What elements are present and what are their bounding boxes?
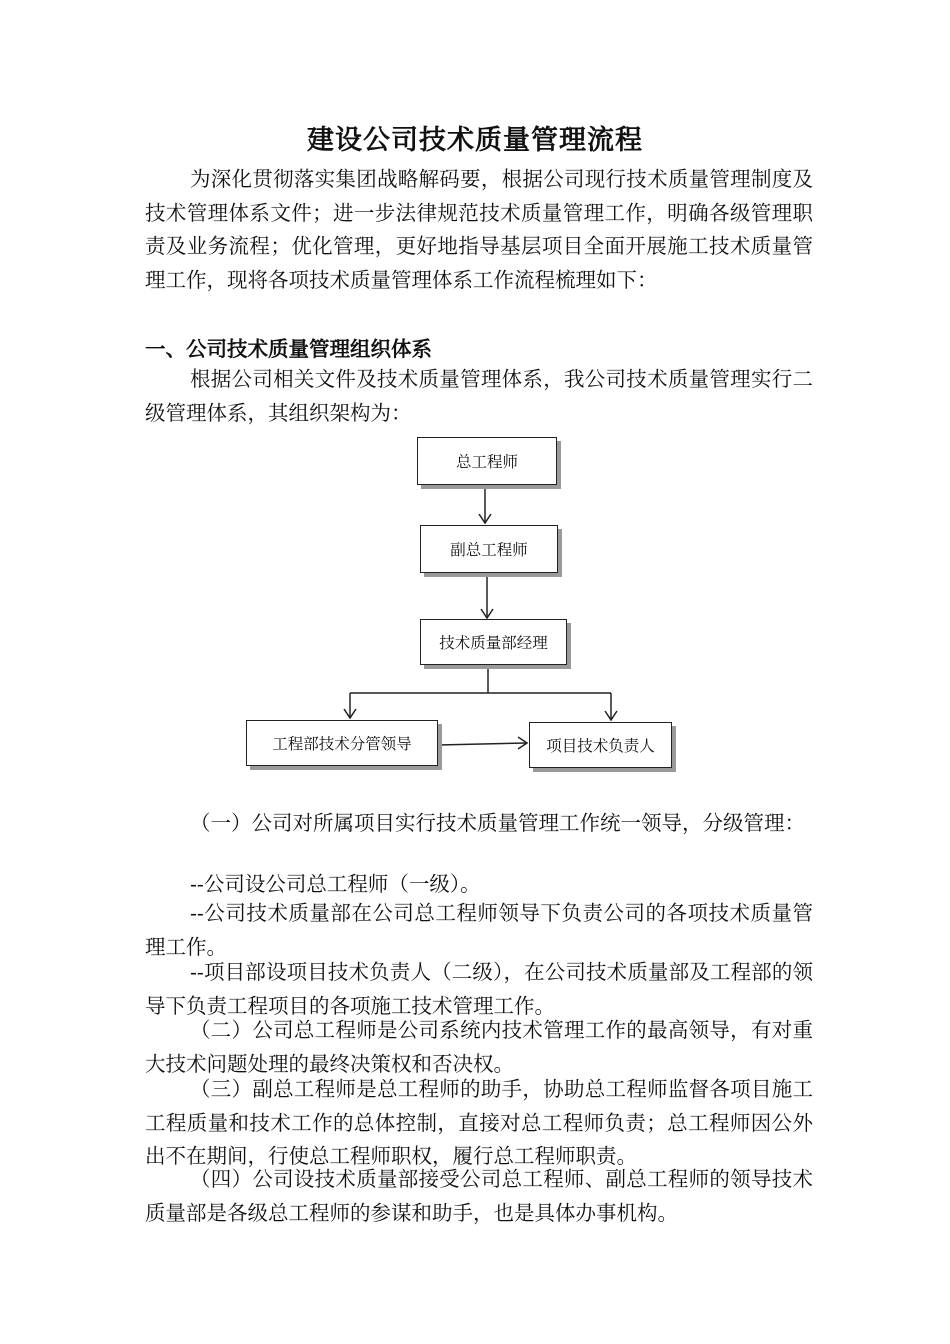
org-node-deputy-chief-engineer xyxy=(420,525,558,573)
item-1: （一）公司对所属项目实行技术质量管理工作统一领导，分级管理： xyxy=(190,811,805,835)
section-intro-paragraph: 根据公司相关文件及技术质量管理体系，我公司技术质量管理实行二级管理体系，其组织架构为： xyxy=(145,367,813,425)
document-title: 建设公司技术质量管理流程 xyxy=(307,125,643,156)
org-node-label: 技术质量部经理 xyxy=(439,634,548,652)
item-3: （三）副总工程师是总工程师的助手，协助总工程师监督各项目施工工程质量和技术工作的总体控制，直接对总工程师负责；总工程师因公外出不在期间，行使总工程师职权，履行总工程师职责。 xyxy=(145,1077,813,1168)
intro-paragraph: 为深化贯彻落实集团战略解码要，根据公司现行技术质量管理制度及技术管理体系文件；进一步法律规范技术质量管理工作，明确各级管理职责及业务流程；优化管理，更好地指导基层项目全面开展施工技术质量管理工作，现将各项技术质量管理体系工作流程梳理如下： xyxy=(145,167,813,292)
item-1-c: --项目部设项目技术负责人（二级），在公司技术质量部及工程部的领导下负责工程项目的各项施工技术管理工作。 xyxy=(145,960,813,1018)
item-2: （二）公司总工程师是公司系统内技术管理工作的最高领导，有对重大技术问题处理的最终决策权和否决权。 xyxy=(145,1018,813,1076)
org-node-engineering-dept-lead xyxy=(246,720,438,766)
item-1-a: --公司设公司总工程师（一级）。 xyxy=(190,872,481,896)
org-node-label: 总工程师 xyxy=(455,453,518,471)
section-heading: 一、公司技术质量管理组织体系 xyxy=(145,337,432,361)
org-node-label: 项目技术负责人 xyxy=(546,737,655,755)
org-node-label: 副总工程师 xyxy=(450,541,528,559)
org-node-label: 工程部技术分管领导 xyxy=(272,735,412,753)
item-4: （四）公司设技术质量部接受公司总工程师、副总工程师的领导技术质量部是各级总工程师的参谋和助手，也是具体办事机构。 xyxy=(145,1167,813,1225)
org-node-project-tech-lead xyxy=(529,722,672,768)
org-node-tech-quality-manager xyxy=(420,619,567,665)
org-node-chief-engineer xyxy=(417,437,557,485)
item-1-b: --公司技术质量部在公司总工程师领导下负责公司的各项技术质量管理工作。 xyxy=(145,901,813,959)
